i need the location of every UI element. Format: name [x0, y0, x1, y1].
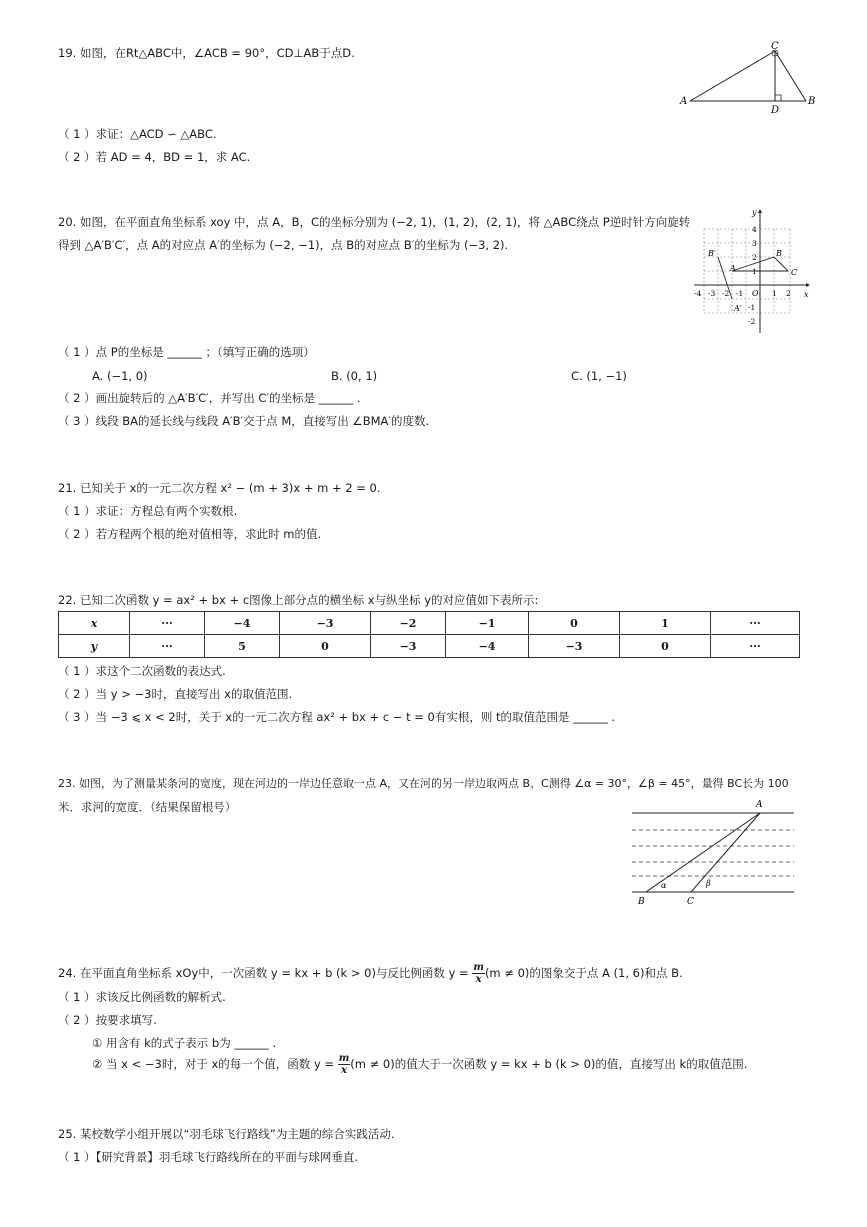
table-cell: −3 — [529, 635, 620, 658]
q20-x-tick: 1 — [772, 289, 777, 298]
table-cell: −4 — [205, 612, 280, 635]
q20-label-c: C — [791, 268, 798, 277]
q20-label-a: A — [730, 264, 736, 273]
q19-label-b: B — [808, 96, 816, 107]
q20-option-c: C. (1, −1) — [571, 369, 627, 383]
table-row-y — [59, 635, 800, 658]
table-cell: 0 — [529, 612, 620, 635]
q22-stem: 22. 已知二次函数 y = ax² + bx + c图像上部分点的横坐标 x与纵坐标 y的对应值如下表所示: — [58, 593, 539, 607]
q20-label-b: B — [776, 249, 782, 258]
q24-fraction-numerator: m — [473, 962, 484, 973]
q21-part1: （ 1 ）求证：方程总有两个实数根. — [58, 504, 238, 518]
q19-label-a: A — [680, 96, 688, 107]
q24-sub2-start: ② 当 x < −3时，对于 x的每一个值，函数 y = — [92, 1057, 338, 1071]
q24-stem-start: 24. 在平面直角坐标系 xOy中，一次函数 y = kx + b (k > 0)与反比例函数 y = — [58, 966, 473, 980]
q24-stem — [58, 962, 683, 985]
table-cell: −4 — [446, 635, 529, 658]
q20-axis-y-label: y — [752, 208, 757, 217]
table-cell: −3 — [280, 612, 371, 635]
q23-stem-line1: 23. 如图，为了测量某条河的宽度，现在河边的一岸边任意取一点 A，又在河的另一岸边取两点 B、C测得 ∠α = 30°，∠β = 45°，量得 BC长为 100 — [58, 777, 789, 790]
q22-part3: （ 3 ）当 −3 ⩽ x < 2时，关于 x的一元二次方程 ax² + bx + c − t = 0有实根，则 t的取值范围是 ______ . — [58, 710, 616, 724]
table-cell: 5 — [205, 635, 280, 658]
q24-part1: （ 1 ）求该反比例函数的解析式. — [58, 990, 226, 1004]
table-cell: −3 — [371, 635, 446, 658]
q20-y-tick: 3 — [752, 239, 757, 248]
q20-origin-label: O — [752, 289, 759, 298]
q24-sub2-fraction-denominator: x — [341, 1065, 347, 1076]
q22-part1: （ 1 ）求这个二次函数的表达式. — [58, 664, 226, 678]
q19-part2: （ 2 ）若 AD = 4，BD = 1，求 AC. — [58, 150, 251, 164]
q20-part3: （ 3 ）线段 BA的延长线与线段 A′B′交于点 M，直接写出 ∠BMA′的度数. — [58, 414, 430, 428]
table-cell: 0 — [620, 635, 711, 658]
q20-option-b: B. (0, 1) — [331, 369, 378, 383]
q24-part2: （ 2 ）按要求填写. — [58, 1013, 157, 1027]
q20-stem-line2: 得到 △A′B′C′，点 A的对应点 A′的坐标为 (−2, −1)，点 B的对应点 B′的坐标为 (−3, 2). — [58, 238, 509, 252]
q20-x-tick: 2 — [786, 289, 791, 298]
table-cell: y — [59, 635, 130, 658]
q23-stem-line2: 米．求河的宽度．（结果保留根号） — [58, 800, 237, 814]
q20-coordinate-grid-figure — [690, 205, 812, 337]
q20-y-tick: 4 — [752, 225, 757, 234]
q24-sub2-fraction-numerator: m — [338, 1053, 350, 1064]
q24-sub1: ① 用含有 k的式子表示 b为 ______ . — [92, 1036, 277, 1050]
q20-y-tick: -1 — [748, 303, 756, 312]
q20-option-a: A. (−1, 0) — [92, 369, 148, 383]
q20-axis-x-label: x — [804, 290, 809, 299]
q23-label-b: B — [638, 897, 645, 907]
q22-value-table — [58, 611, 800, 658]
q19-triangle-figure — [676, 38, 816, 118]
q20-part2: （ 2 ）画出旋转后的 △A′B′C′，并写出 C′的坐标是 ______ . — [58, 391, 361, 405]
q20-x-tick: -1 — [736, 289, 744, 298]
q19-label-c: C — [771, 41, 779, 52]
q20-y-tick: 1 — [752, 267, 757, 276]
q20-x-tick: -3 — [708, 289, 716, 298]
table-cell: ··· — [711, 635, 800, 658]
q21-stem: 21. 已知关于 x的一元二次方程 x² − (m + 3)x + m + 2 = 0. — [58, 481, 381, 495]
q20-x-tick: -4 — [694, 289, 702, 298]
q20-label-b-prime: B′ — [708, 249, 716, 258]
table-cell: −1 — [446, 612, 529, 635]
q23-label-c: C — [687, 897, 694, 907]
table-cell: x — [59, 612, 130, 635]
q24-sub2-end: (m ≠ 0)的值大于一次函数 y = kx + b (k > 0)的值，直接写出 k的取值范围. — [350, 1057, 748, 1071]
q25-stem: 25. 某校数学小组开展以“羽毛球飞行路线”为主题的综合实践活动. — [58, 1127, 395, 1141]
table-cell: ··· — [711, 612, 800, 635]
q20-y-tick: -2 — [748, 317, 756, 326]
table-cell: 1 — [620, 612, 711, 635]
q21-part2: （ 2 ）若方程两个根的绝对值相等，求此时 m的值. — [58, 527, 322, 541]
q23-river-figure — [628, 796, 800, 914]
q24-stem-end: (m ≠ 0)的图象交于点 A (1, 6)和点 B. — [484, 966, 683, 980]
q20-x-tick: -2 — [722, 289, 730, 298]
q19-stem: 19. 如图，在Rt△ABC中，∠ACB = 90°，CD⊥AB于点D. — [58, 46, 355, 60]
q20-stem-line1: 20. 如图，在平面直角坐标系 xoy 中，点 A，B，C的坐标分别为 (−2, 1)，(1, 2)，(2, 1)，将 △ABC绕点 P逆时针方向旋转 — [58, 215, 691, 229]
table-row-x — [59, 612, 800, 635]
q23-label-beta: β — [706, 879, 711, 888]
q23-label-alpha: α — [661, 881, 667, 890]
q24-fraction — [472, 962, 485, 985]
q19-part1: （ 1 ）求证：△ACD ∽ △ABC. — [58, 127, 217, 141]
q25-part1: （ 1 ）【研究背景】羽毛球飞行路线所在的平面与球网垂直. — [58, 1150, 359, 1164]
q20-label-a-prime: A′ — [734, 304, 742, 313]
q24-sub2-fraction — [338, 1053, 351, 1076]
q23-label-a: A — [756, 800, 763, 810]
q20-y-tick: 2 — [752, 253, 757, 262]
q20-part1: （ 1 ）点 P的坐标是 ______ ；（填写正确的选项） — [58, 345, 315, 359]
table-cell: −2 — [371, 612, 446, 635]
table-cell: ··· — [130, 635, 205, 658]
q22-part2: （ 2 ）当 y > −3时，直接写出 x的取值范围. — [58, 687, 293, 701]
table-cell: 0 — [280, 635, 371, 658]
q19-label-d: D — [771, 105, 780, 116]
q24-fraction-denominator: x — [475, 974, 482, 985]
q24-sub2 — [92, 1053, 747, 1076]
table-cell: ··· — [130, 612, 205, 635]
